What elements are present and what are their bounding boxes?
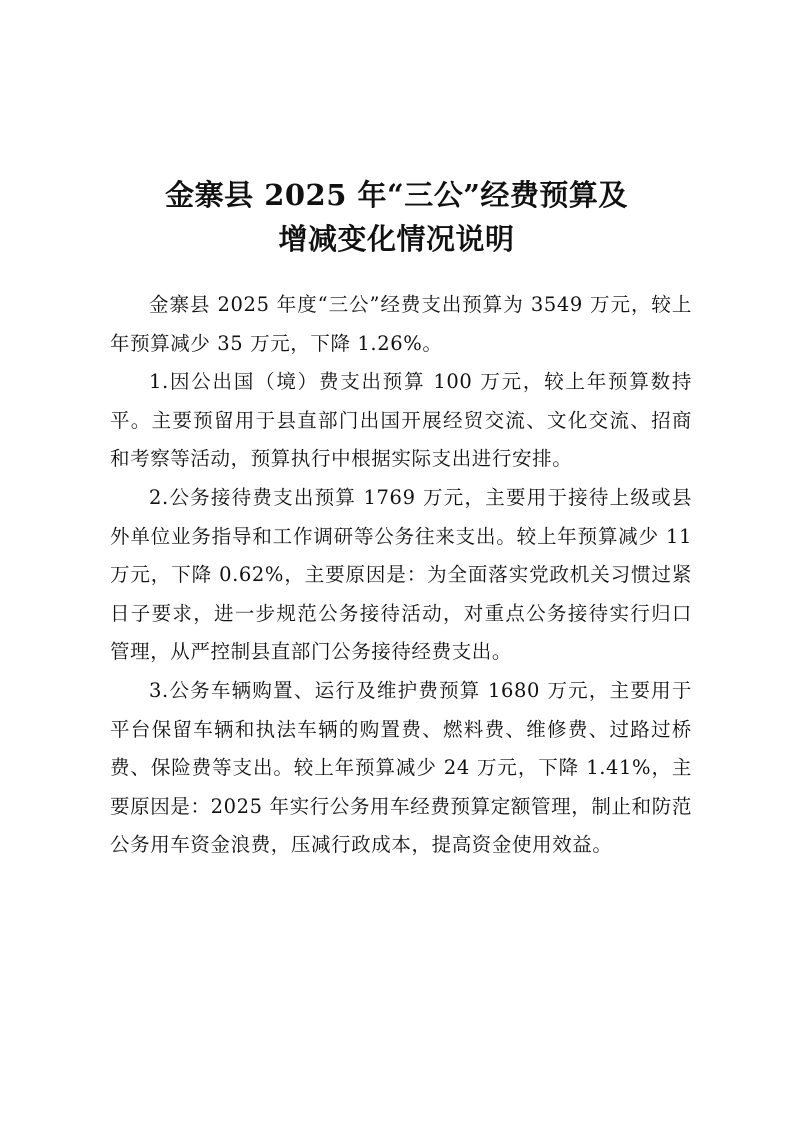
summary-paragraph: 金寨县 2025 年度“三公”经费支出预算为 3549 万元，较上年预算减少 35 万元，下降 1.26%。 (110, 293, 692, 355)
overseas-travel-paragraph: 1.因公出国（境）费支出预算 100 万元，较上年预算数持平。主要预留用于县直部门出国开展经贸交流、文化交流、招商和考察等活动，预算执行中根据实际支出进行安排。 (110, 370, 692, 471)
document-title-line-1: 金寨县 2025 年“三公”经费预算及 (165, 178, 628, 212)
document-title-line-2: 增减变化情况说明 (278, 222, 515, 256)
official-vehicles-paragraph: 3.公务车辆购置、运行及维护费预算 1680 万元，主要用于平台保留车辆和执法车辆的购置费、燃料费、维修费、过路过桥费、保险费等支出。较上年预算减少 24 万元，下降 1.41%，主要原因是：2025 年实行公务用车经费预算定额管理，制止和防范公务用车资金浪费，压减行政成本，提高资金使用效益。 (110, 678, 692, 857)
official-reception-paragraph: 2.公务接待费支出预算 1769 万元，主要用于接待上级或县外单位业务指导和工作调研等公务往来支出。较上年预算减少 11 万元，下降 0.62%，主要原因是：为全面落实党政机关习惯过紧日子要求，进一步规范公务接待活动，对重点公务接待实行归口管理，从严控制县直部门公务接待经费支出。 (110, 485, 692, 664)
document-body (110, 286, 692, 865)
